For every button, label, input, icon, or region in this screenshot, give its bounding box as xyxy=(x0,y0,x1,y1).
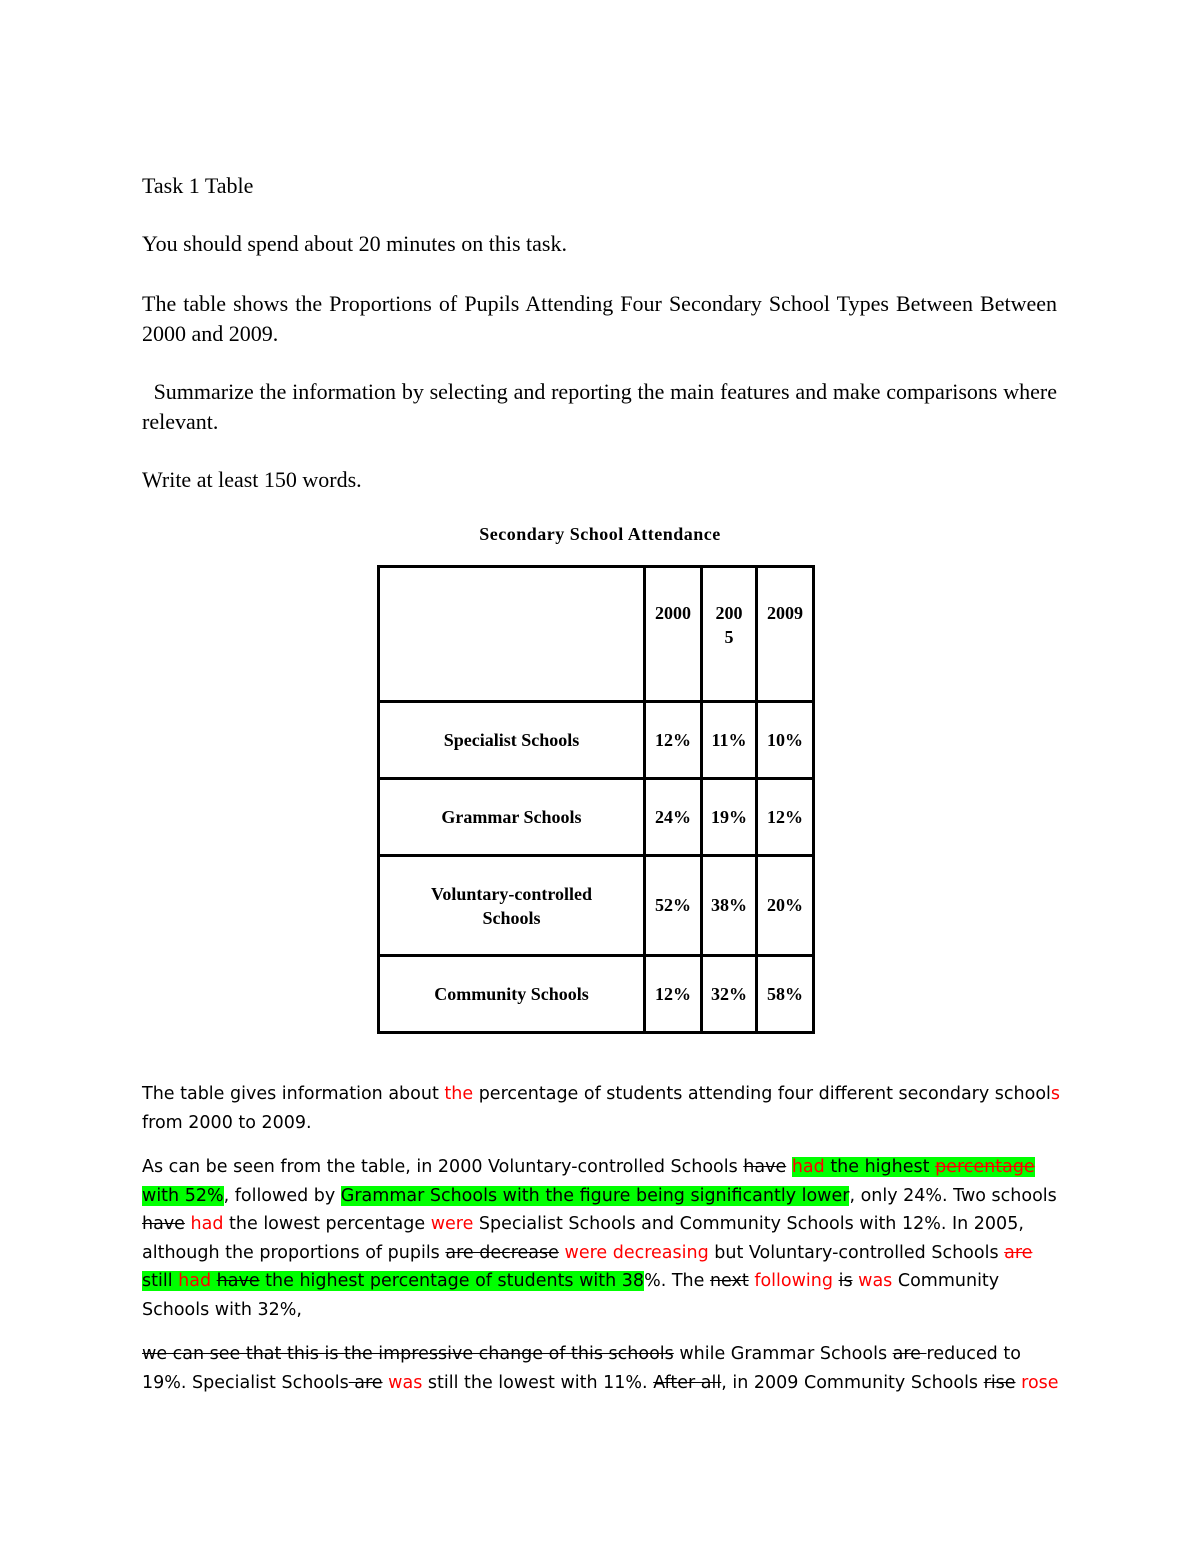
column-header-2005-part2: 5 xyxy=(724,627,734,647)
row-label: Community Schools xyxy=(379,956,645,1033)
text-run: was xyxy=(858,1271,893,1291)
text-run: with 52% xyxy=(142,1185,224,1206)
text-run xyxy=(786,1157,792,1177)
text-run xyxy=(211,1271,217,1291)
text-run: from 2000 to 2009. xyxy=(142,1112,312,1133)
text-run: had xyxy=(178,1271,212,1291)
text-run: have xyxy=(216,1271,260,1291)
cell-value: 24% xyxy=(645,779,702,856)
text-run: rose xyxy=(1021,1372,1059,1393)
text-run: next xyxy=(709,1271,749,1291)
text-run: The table gives information about xyxy=(142,1084,445,1104)
cell-value: 58% xyxy=(757,956,814,1033)
row-label-line2: Schools xyxy=(482,907,541,928)
column-header-2000: 2000 xyxy=(645,567,702,702)
text-run: Community Schools with 32%, xyxy=(142,1271,1000,1320)
attendance-table xyxy=(377,565,815,1034)
essay-paragraph-1 xyxy=(142,1080,1062,1137)
time-instruction: You should spend about 20 minutes on this task. xyxy=(142,231,567,256)
text-run: is xyxy=(838,1271,853,1291)
row-label: Specialist Schools xyxy=(379,702,645,779)
text-run: had xyxy=(791,1157,825,1177)
text-run: Grammar Schools with the figure being significantly lower xyxy=(340,1185,850,1206)
text-run: while Grammar Schools xyxy=(673,1344,893,1364)
task-prompt: The table shows the Proportions of Pupils Attending Four Secondary School Types Between Between 2000 and 2009. xyxy=(142,291,1057,346)
text-run: still the lowest with 11%. xyxy=(422,1372,654,1393)
text-run: percentage of students attending four different secondary school xyxy=(473,1084,1051,1104)
table-row xyxy=(379,856,814,956)
cell-value: 19% xyxy=(702,779,757,856)
table-row xyxy=(379,956,814,1033)
table-row xyxy=(379,779,814,856)
task-heading: Task 1 Table xyxy=(142,173,254,198)
row-label: Grammar Schools xyxy=(379,779,645,856)
text-run: was xyxy=(388,1372,423,1393)
cell-value: 12% xyxy=(645,956,702,1033)
text-run: the lowest percentage xyxy=(223,1214,431,1234)
text-run: , only 24%. Two schools xyxy=(849,1185,1057,1206)
text-run: were xyxy=(430,1214,474,1234)
text-run: rise xyxy=(983,1372,1016,1393)
column-header-2005 xyxy=(702,567,757,702)
text-run: the highest xyxy=(824,1157,936,1177)
row-label-line1: Voluntary-controlled xyxy=(430,883,592,904)
row-label xyxy=(379,856,645,956)
text-run: reduced to 19%. Specialist Schools xyxy=(142,1344,1021,1393)
text-run: are xyxy=(892,1344,927,1364)
text-run: After all xyxy=(653,1372,722,1393)
text-run: the xyxy=(444,1084,474,1104)
text-run: have xyxy=(142,1214,185,1234)
text-run: but Voluntary-controlled Schools xyxy=(708,1242,1005,1263)
essay-paragraph-2 xyxy=(142,1153,1062,1324)
cell-value: 20% xyxy=(757,856,814,956)
table-row xyxy=(379,702,814,779)
task-instruction: Summarize the information by selecting and reporting the main features and make comparisons where relevant. xyxy=(142,379,1063,434)
text-run: , followed by xyxy=(223,1185,341,1206)
text-run: %. The xyxy=(644,1271,710,1291)
essay-paragraph-3 xyxy=(142,1340,1062,1397)
text-run: we can see that this is the impressive change of this schools xyxy=(142,1344,674,1364)
text-run: percentage xyxy=(935,1157,1035,1177)
text-run: are xyxy=(348,1372,383,1393)
column-header-2005-part1: 200 xyxy=(715,603,743,623)
text-run: As can be seen from the table, in 2000 Voluntary-controlled Schools xyxy=(142,1157,744,1177)
text-run: the highest percentage of students with 38 xyxy=(259,1271,645,1291)
text-run: are xyxy=(1004,1242,1033,1263)
cell-value: 38% xyxy=(702,856,757,956)
cell-value: 52% xyxy=(645,856,702,956)
text-run: have xyxy=(743,1157,787,1177)
cell-value: 12% xyxy=(757,779,814,856)
text-run: following xyxy=(754,1271,833,1291)
text-run: s xyxy=(1050,1084,1061,1104)
cell-value: 11% xyxy=(702,702,757,779)
text-run: Specialist Schools and Community Schools with 12%. In 2005, although the proportions of pupils xyxy=(142,1214,1024,1263)
text-run: were decreasing xyxy=(564,1242,709,1263)
cell-value: 12% xyxy=(645,702,702,779)
text-run: are decrease xyxy=(445,1242,559,1263)
table-header-row xyxy=(379,567,814,702)
table-caption: Secondary School Attendance xyxy=(479,524,721,544)
text-run: had xyxy=(190,1214,224,1234)
text-run: still xyxy=(142,1271,179,1291)
table-corner-cell xyxy=(379,567,645,702)
text-run: , in 2009 Community Schools xyxy=(721,1372,984,1393)
column-header-2009: 2009 xyxy=(757,567,814,702)
cell-value: 10% xyxy=(757,702,814,779)
cell-value: 32% xyxy=(702,956,757,1033)
word-count-instruction: Write at least 150 words. xyxy=(142,467,362,492)
